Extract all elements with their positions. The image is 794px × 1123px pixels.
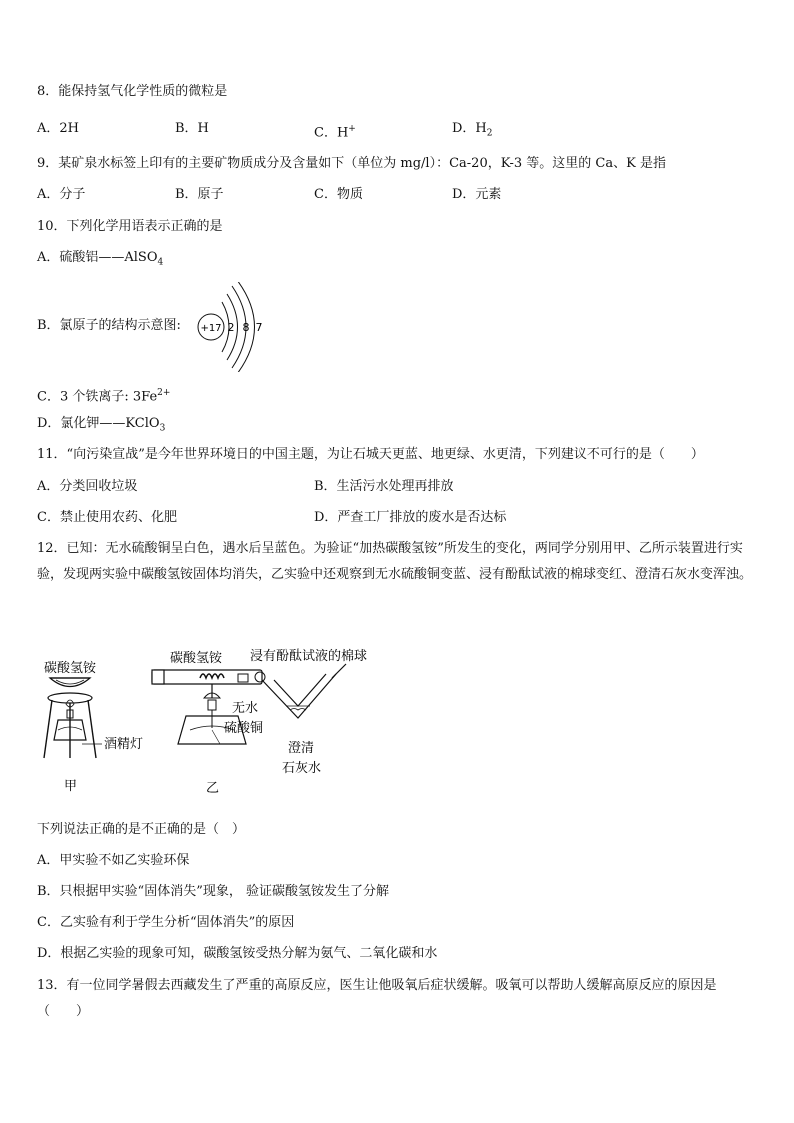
q9-option-c: C．物质: [314, 187, 363, 202]
q12-option-d: D．根据乙实验的现象可知，碳酸氢铵受热分解为氨气、二氧化碳和水: [37, 946, 438, 961]
label-alcohol-lamp: 酒精灯: [104, 737, 144, 752]
q11-stem: 11．“向污染宣战”是今年世界环境日的中国主题，为让石城天更蓝、地更绿、水更清，下列建议不可行的是（ ）: [37, 447, 704, 462]
q10-option-c: C．3 个铁离子: $3Fe^{2+}$: [37, 388, 171, 405]
q12-question: 下列说法正确的是不正确的是（ ）: [37, 822, 246, 837]
q8-stem: 8．能保持氢气化学性质的微粒是: [37, 84, 228, 99]
q9-stem: 9．某矿泉水标签上印有的主要矿物质成分及含量如下（单位为 mg/l）：Ca-20，K-3 等。这里的 Ca、K 是指: [37, 156, 666, 171]
label-cotton-ball: 浸有酚酞试液的棉球: [250, 649, 368, 664]
atom-shell-2: 8: [242, 321, 250, 334]
apparatus-jia: [44, 678, 102, 758]
q11-option-d: D．严查工厂排放的废水是否达标: [314, 510, 507, 525]
q9-option-a: A．分子: [37, 187, 86, 202]
q10-option-a: A．硫酸铝——AlSO$_4$: [37, 250, 164, 268]
experiment-apparatus-figure: [40, 640, 400, 800]
label-limewater-line2: 石灰水: [282, 761, 322, 776]
q13-stem: 13．有一位同学暑假去西藏发生了严重的高原反应，医生让他吸氧后症状缓解。吸氧可以帮助人缓解高原反应的原因是（ ）: [37, 978, 717, 1019]
label-jia: 甲: [64, 779, 78, 794]
label-cuso4-line1: 无水: [232, 701, 259, 716]
q11-option-a: A．分类回收垃圾: [37, 479, 138, 494]
q12-option-c: C．乙实验有利于学生分析“固体消失”的原因: [37, 915, 295, 930]
q10-option-b-label: B．氯原子的结构示意图:: [37, 318, 181, 333]
label-limewater-line1: 澄清: [288, 741, 315, 756]
q10-option-d: D．氯化钾——KClO$_3$: [37, 416, 166, 434]
q12-stem: 12．已知：无水硫酸铜呈白色，遇水后呈蓝色。为验证“加热碳酸氢铵”所发生的变化，两同学分别用甲、乙所示装置进行实验，发现两实验中碳酸氢铵固体均消失，乙实验中还观察到无水硫酸铜变蓝、浸有酚酞试液的棉球变红、澄清石灰水变浑浊。: [37, 541, 753, 582]
q11-option-b: B．生活污水处理再排放: [314, 479, 454, 494]
chlorine-atom-structure-diagram: [196, 282, 276, 372]
label-yi: 乙: [206, 781, 220, 796]
q8-option-a: A．2H: [37, 121, 79, 136]
q8-option-d: D．$H_2$: [452, 121, 493, 139]
atom-shell-3: 7: [255, 321, 263, 334]
q9-option-d: D．元素: [452, 187, 502, 202]
q8-option-c: C．H+: [314, 124, 356, 141]
q11-option-c: C．禁止使用农药、化肥: [37, 510, 177, 525]
q8-option-b: B．H: [175, 121, 209, 136]
atom-shell-1: 2: [227, 321, 235, 334]
q10-stem: 10．下列化学用语表示正确的是: [37, 219, 223, 234]
q12-option-b: B．只根据甲实验“固体消失”现象， 验证碳酸氢铵发生了分解: [37, 884, 389, 899]
label-cuso4-line2: 硫酸铜: [224, 721, 264, 736]
q9-option-b: B．原子: [175, 187, 224, 202]
q12-option-a: A．甲实验不如乙实验环保: [37, 853, 190, 868]
label-yi-chemical: 碳酸氢铵: [170, 651, 223, 666]
label-jia-chemical: 碳酸氢铵: [44, 661, 97, 676]
atom-nucleus-label: +17: [200, 323, 222, 334]
